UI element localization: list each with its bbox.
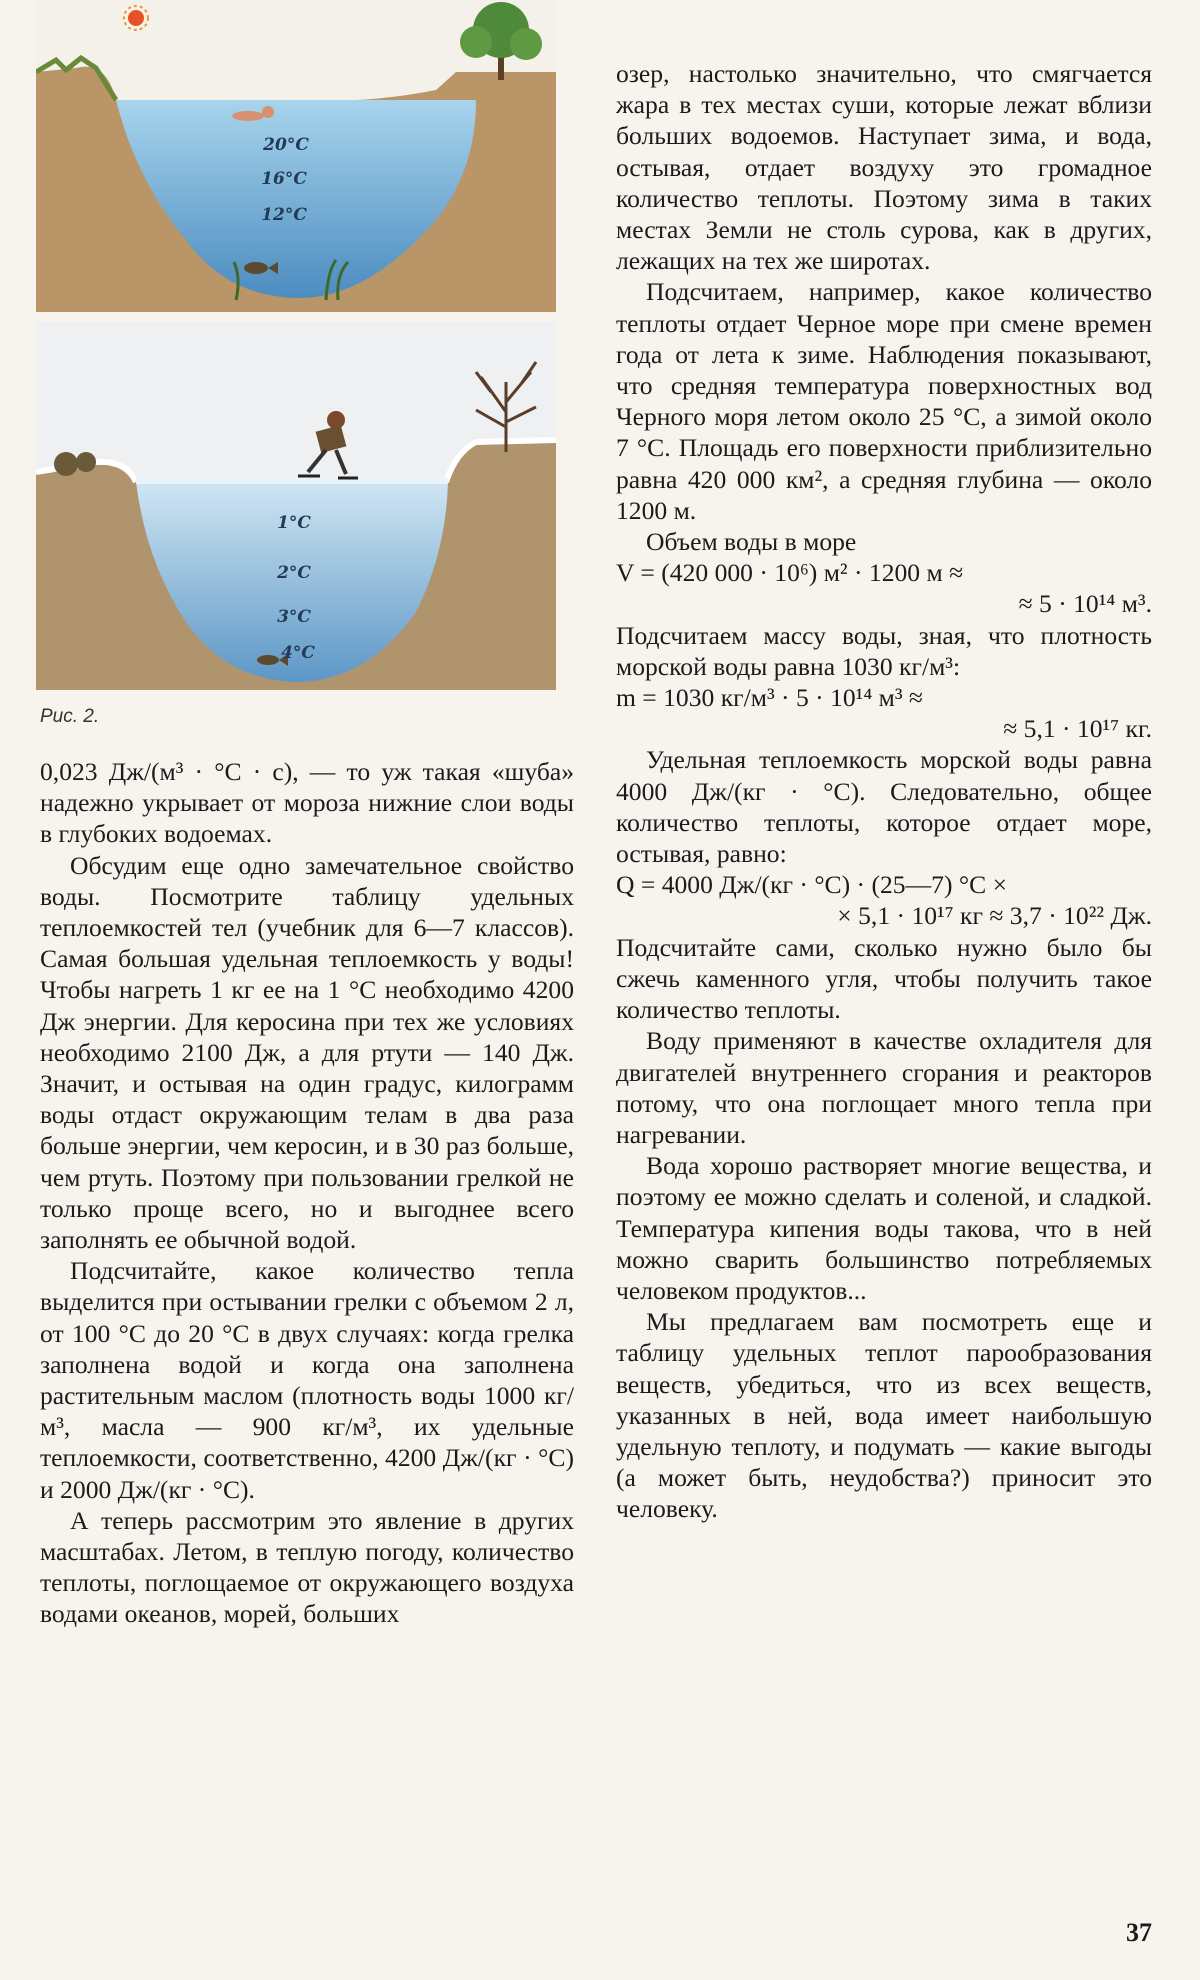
- mass-formula: [616, 682, 1152, 744]
- volume-formula: [616, 557, 1152, 619]
- paragraph: 0,023 Дж/(м³ · °С · с), — то уж такая «шуба» надежно укрывает от мороза нижние слои воды в глубоких водоемах.: [40, 757, 574, 849]
- paragraph: Обсудим еще одно замечательное свойство воды. Посмотрите таблицу удельных теплоемкостей тел (учебник для 6—7 классов). Самая большая удельная теплоемкость у воды! Чтобы нагреть 1 кг ее на 1 °С необходимо 4200 Дж энергии. Для керосина при тех же условиях необходимо 2100 Дж, а для ртути — 140 Дж. Значит, и остывая на один градус, килограмм воды отдаст окружающим телам в два раза больше энергии, чем керосин, и в 30 раз больше, чем ртуть. Поэтому при пользовании грелкой не только проще всего, но и выгоднее всего заполнять ее обычной водой.: [40, 850, 574, 1255]
- winter-temp-surface: 1°C: [277, 513, 311, 533]
- ice-layer: [136, 478, 448, 484]
- winter-temp-lower: 3°C: [277, 607, 311, 627]
- summer-lake-illustration: [36, 0, 556, 312]
- formula-line: m = 1030 кг/м³ · 5 · 10¹⁴ м³ ≈: [616, 683, 923, 713]
- formula-line: V = (420 000 · 10⁶) м² · 1200 м ≈: [616, 558, 964, 588]
- paragraph: Удельная теплоемкость морской воды равна 4000 Дж/(кг · °С). Следовательно, общее количество теплоты, которое отдает море, остывая, равно:: [616, 745, 1152, 869]
- formula-line: ≈ 5,1 · 10¹⁷ кг.: [1003, 714, 1152, 744]
- summer-temp-surface: 20°C: [263, 135, 309, 155]
- summer-temp-middle: 16°C: [261, 169, 307, 189]
- paragraph: Объем воды в море: [646, 527, 857, 557]
- heat-formula: [616, 869, 1152, 931]
- paragraph: Подсчитаем массу воды, зная, что плотность морской воды равна 1030 кг/м³:: [616, 620, 1152, 681]
- formula-line: Q = 4000 Дж/(кг · °С) · (25—7) °С ×: [616, 870, 1008, 900]
- paragraph: А теперь рассмотрим это явление в других масштабах. Летом, в теплую погоду, количество теплоты, поглощаемое от окружающего воздуха водами океанов, морей, больших: [40, 1505, 574, 1629]
- figure-caption: Рис. 2.: [40, 706, 100, 727]
- winter-lake-illustration: [36, 322, 556, 690]
- winter-temp-bottom: 4°C: [281, 643, 315, 663]
- page-number: 37: [1126, 1918, 1152, 1947]
- winter-temp-upper: 2°C: [277, 563, 311, 583]
- left-text-column: [40, 756, 574, 1630]
- summer-lake-svg: [36, 0, 556, 312]
- paragraph: Мы предлагаем вам посмотреть еще и таблицу удельных теплот парообразования веществ, убедиться, что из всех веществ, указанных в ней, вода имеет наибольшую удельную теплоту, и подумать — какие выгоды (а может быть, неудобства?) приносит это человеку.: [616, 1307, 1152, 1524]
- formula-line: ≈ 5 · 10¹⁴ м³.: [1018, 589, 1152, 619]
- paragraph: Вода хорошо растворяет многие вещества, и поэтому ее можно сделать и соленой, и сладкой. Температура кипения воды такова, что в ней можно сварить большинство потребляемых человеком продуктов...: [616, 1151, 1152, 1305]
- paragraph: озер, настолько значительно, что смягчается жара в тех местах суши, которые лежат вблизи больших водоемов. Наступает зима, и вода, остывая, отдает воздуху это громадное количество теплоты. Поэтому зима в таких местах Земли не столь сурова, как в других, лежащих на тех же широтах.: [616, 59, 1152, 276]
- paragraph: Подсчитайте сами, сколько нужно было бы сжечь каменного угля, чтобы получить такое количество теплоты.: [616, 932, 1152, 1025]
- winter-lake-svg: [36, 322, 556, 690]
- formula-line: × 5,1 · 10¹⁷ кг ≈ 3,7 · 10²² Дж.: [837, 901, 1152, 931]
- paragraph: Подсчитайте, какое количество тепла выделится при остывании грелки с объемом 2 л, от 100 °С до 20 °С в двух случаях: когда грелка заполнена водой и когда она заполнена растительным маслом (плотность воды 1000 кг/м³, масла — 900 кг/м³, их удельные теплоемкости, соответственно, 4200 Дж/(кг · °С) и 2000 Дж/(кг · °С).: [40, 1256, 574, 1504]
- paragraph: Подсчитаем, например, какое количество теплоты отдает Черное море при смене времен года от лета к зиме. Наблюдения показывают, что средняя температура поверхностных вод Черного моря летом около 25 °С, а зимой около 7 °С. Площадь его поверхности приблизительно равна 420 000 км², а средняя глубина — около 1200 м.: [616, 277, 1152, 525]
- right-text-column: [616, 58, 1152, 1525]
- summer-temp-bottom: 12°C: [261, 205, 307, 225]
- paragraph: Воду применяют в качестве охладителя для двигателей внутреннего сгорания и реакторов потому, что она поглощает много тепла при нагревании.: [616, 1026, 1152, 1149]
